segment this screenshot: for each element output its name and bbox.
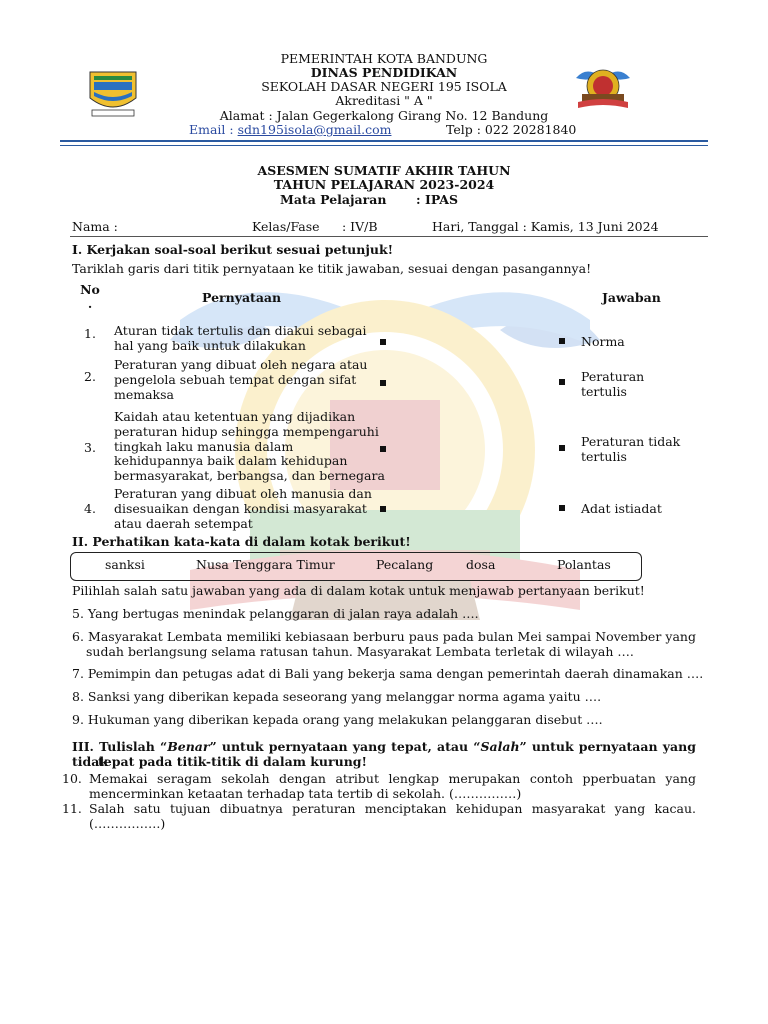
row3-answer [581,434,680,464]
row1-answer-dot[interactable] [559,338,565,344]
col-no-text: No [80,282,100,297]
row3-answer-line: tertulis [581,449,627,464]
row1-statement-dot[interactable] [380,339,386,345]
row3-number: 3. [84,440,96,455]
row4-statement-dot[interactable] [380,506,386,512]
header-divider [60,140,708,142]
row4-answer: Adat istiadat [581,501,662,516]
row3-answer-dot[interactable] [559,445,565,451]
email-link[interactable]: sdn195isola@gmail.com [237,122,392,137]
col-answer-header: Jawaban [602,290,661,305]
section3-heading-line2: tepat pada titik-titik di dalam kurung! [98,754,368,769]
info-divider [70,236,708,237]
section3-benar: Benar [167,739,210,754]
word-ntt: Nusa Tenggara Timur [196,557,335,572]
row2-answer-line: tertulis [581,384,627,399]
header-email-row [189,122,391,137]
row2-number: 2. [84,369,96,384]
col-statement-header: Pernyataan [202,290,282,305]
header-divider-thin [60,145,708,146]
subject-value: : IPAS [416,192,459,207]
question-8: 8. Sanksi yang diberikan kepada seseorang yang melanggar norma agama yaitu …. [72,689,602,704]
question-10-line2: mencerminkan ketaatan terhadap tata tertib di sekolah. (……………) [89,786,522,801]
word-sanksi: sanksi [105,557,145,572]
header-phone: Telp : 022 20281840 [446,122,577,137]
row1-line: hal yang baik untuk dilakukan [114,337,306,353]
header-government: PEMERINTAH KOTA BANDUNG [280,51,488,66]
name-field[interactable]: Nama : [72,219,118,234]
exam-year: TAHUN PELAJARAN 2023-2024 [273,177,495,192]
row4-number: 4. [84,501,96,516]
section3-heading-c: ” untuk pernyataan yang tidak [72,739,696,769]
section3-heading-a: III. Tulislah “ [72,739,168,754]
row1-line: Aturan tidak tertulis dan diakui sebagai [114,323,367,338]
section3-salah: Salah [480,739,520,754]
section3-heading-b: ” untuk pernyataan yang tepat, atau “ [209,739,481,754]
row4-line: disesuaikan dengan kondisi masyarakat [114,500,367,516]
section1-heading: I. Kerjakan soal-soal berikut sesuai petunjuk! [72,242,394,257]
section2-instruction: Pilihlah salah satu jawaban yang ada di dalam kotak untuk menjawab pertanyaan berikut! [72,583,645,598]
exam-title: ASESMEN SUMATIF AKHIR TAHUN [257,163,511,178]
class-label: Kelas/Fase [252,219,320,234]
question-6-line2: sudah berlangsung selama ratusan tahun. Masyarakat Lembata terletak di wilayah …. [86,644,634,659]
date-field: Hari, Tanggal : Kamis, 13 Juni 2024 [432,219,659,234]
row4-answer-dot[interactable] [559,505,565,511]
question-10-number: 10. [62,771,82,786]
question-7: 7. Pemimpin dan petugas adat di Bali yang bekerja sama dengan pemerintah daerah dinamakan …. [72,666,704,681]
header-address: Alamat : Jalan Gegerkalong Girang No. 12 Bandung [219,108,549,123]
row2-answer-dot[interactable] [559,379,565,385]
email-label: Email : [189,122,238,137]
question-11-line2: (…………….) [89,816,166,831]
row3-line: kehidupannya baik dalam kehidupan [114,453,348,469]
header-accreditation: Akreditasi " A " [335,93,433,108]
question-11-number: 11. [62,801,82,816]
row2-statement-dot[interactable] [380,380,386,386]
row2-line: pengelola sebuah tempat dengan sifat [114,372,357,387]
col-no-header [76,283,104,311]
subject-label: Mata Pelajaran [280,192,387,207]
row4-line: Peraturan yang dibuat oleh manusia dan [114,486,372,501]
row3-line: tingkah laku manusia dalam [114,438,294,454]
question-9: 9. Hukuman yang diberikan kepada orang yang melakukan pelanggaran disebut …. [72,712,603,727]
row3-statement [114,410,385,484]
row3-line: bermasyarakat, berbangsa, dan bernegara [114,468,385,484]
row3-answer-line: Peraturan tidak [581,434,681,449]
row4-statement [114,487,372,531]
question-5: 5. Yang bertugas menindak pelanggaran di jalan raya adalah …. [72,606,479,621]
bandung-city-logo [86,68,140,120]
word-pecalang: Pecalang [376,557,434,572]
section2-heading: II. Perhatikan kata-kata di dalam kotak berikut! [72,534,411,549]
row3-line: peraturan hidup sehingga mempengaruhi [114,423,379,439]
col-no-dot: . [87,296,93,311]
row2-answer-line: Peraturan [581,369,645,384]
row3-statement-dot[interactable] [380,446,386,452]
header-school-name: SEKOLAH DASAR NEGERI 195 ISOLA [261,79,507,94]
row2-line: memaksa [114,387,174,402]
header-department: DINAS PENDIDIKAN [310,65,458,80]
class-value: : IV/B [342,219,378,234]
row2-answer [581,369,644,399]
row2-line: Peraturan yang dibuat oleh negara atau [114,357,368,372]
question-10-line1: Memakai seragam sekolah dengan atribut lengkap merupakan contoh pperbuatan yang [89,771,696,786]
row2-statement [114,357,367,402]
row3-line: Kaidah atau ketentuan yang dijadikan [114,409,356,424]
row1-answer: Norma [581,334,625,349]
question-11-line1: Salah satu tujuan dibuatnya peraturan menciptakan kehidupan masyarakat yang kacau. [89,801,696,816]
question-6-line1: 6. Masyarakat Lembata memiliki kebiasaan berburu paus pada bulan Mei sampai November yang [72,629,696,644]
row4-line: atau daerah setempat [114,515,253,531]
word-dosa: dosa [466,557,496,572]
row1-number: 1. [84,326,96,341]
section1-instruction: Tariklah garis dari titik pernyataan ke titik jawaban, sesuai dengan pasangannya! [72,261,592,276]
word-polantas: Polantas [557,557,611,572]
row1-statement [114,324,366,353]
